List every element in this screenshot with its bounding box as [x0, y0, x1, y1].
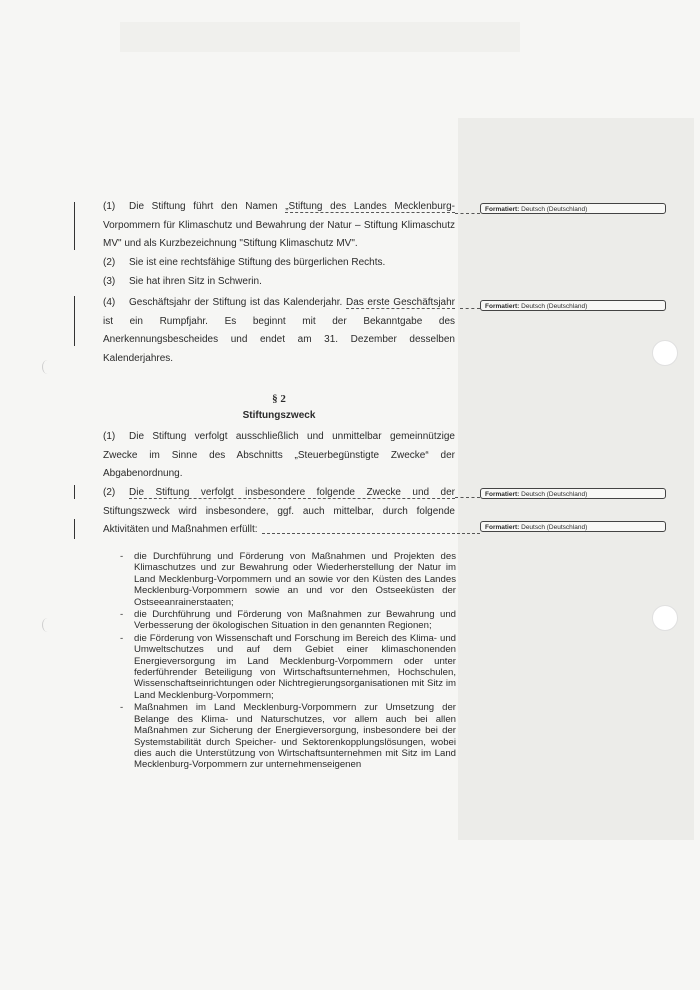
paragraph-1-2	[103, 254, 455, 273]
paragraph-2-2	[103, 484, 455, 540]
change-bar	[74, 296, 75, 346]
paragraph-number: (3)	[103, 276, 116, 287]
comment-balloon[interactable]	[480, 300, 666, 311]
list-item: - die Durchführung und Förderung von Maßnahmen zur Bewahrung und Verbesserung der ökologischen Situation in den genannten Regionen;	[120, 609, 456, 632]
comment-text: Deutsch (Deutschland)	[519, 303, 588, 310]
change-bar	[74, 519, 75, 539]
comment-label: Formatiert:	[485, 303, 520, 310]
text: Die Stiftung führt den Namen	[129, 201, 286, 212]
section-symbol: § 2	[272, 393, 286, 405]
list-item: - die Förderung von Wissenschaft und Forschung im Bereich des Klima- und Umweltschutzes und auf dem Gebiet einer klimaschonenden Energieversorgung im Land Mecklenburg-Vorpommern oder unter federführender Beteiligung von Wirtschaftsunternehmen, Hochschulen, Wissenschaftseinrichtungen oder Nichtregierungsorganisationen mit Sitz im Land Mecklenburg-Vorpommern;	[120, 633, 456, 701]
paragraph-number: (2)	[103, 257, 116, 268]
comment-label: Formatiert:	[485, 524, 520, 531]
comment-text: Deutsch (Deutschland)	[519, 206, 588, 213]
tracked-text: Die Stiftung verfolgt insbesondere folgende Zwecke und der	[129, 487, 455, 498]
section-title: Stiftungszweck	[242, 410, 316, 421]
paragraph-1-1	[103, 198, 455, 254]
comment-leader-line	[262, 533, 480, 534]
comment-balloon[interactable]	[480, 203, 666, 214]
comment-label: Formatiert:	[485, 206, 520, 213]
paragraph-number: (1)	[103, 431, 116, 442]
list-item: - Maßnahmen im Land Mecklenburg-Vorpommern zur Umsetzung der Belange des Klima- und Naturschutzes, vor allem auch bei allen Maßnahmen zur Sicherung der Energieversorgung, insbesondere bei der Systemstabilität durch Speicher- und Sektorenkopplungslösungen, wobei dies auch die Unterstützung von Wirtschaftsunternehmen mit Sitz im Land Mecklenburg-Vorpommern zur unternehmenseigenen	[120, 702, 456, 770]
text: Geschäftsjahr der Stiftung ist das Kalenderjahr.	[129, 297, 346, 308]
change-bar	[74, 485, 75, 499]
scan-shade-top	[120, 22, 520, 52]
paragraph-2-1	[103, 428, 455, 484]
comment-text: Deutsch (Deutschland)	[519, 491, 588, 498]
text: Die Stiftung verfolgt ausschließlich und unmittelbar gemeinnützige Zwecke im Sinne des Abschnitts „Steuerbegünstigte Zwecke“ der Abgabenordnung.	[103, 431, 455, 479]
change-bar	[74, 202, 75, 250]
paragraph-1-3	[103, 273, 455, 292]
comment-balloon[interactable]	[480, 488, 666, 499]
paragraph-1-4	[103, 294, 455, 368]
punch-hole	[652, 605, 678, 631]
comment-leader-line	[455, 497, 480, 498]
comment-leader-line	[455, 213, 480, 214]
paragraph-number: (1)	[103, 201, 116, 212]
comment-leader-line	[460, 308, 480, 309]
paragraph-number: (4)	[103, 297, 116, 308]
text: Vorpommern für Klimaschutz und Bewahrung der Natur – Stiftung Klimaschutz MV" und als Kurzbezeichnung "Stiftung Klimaschutz MV".	[103, 219, 455, 249]
punch-hole	[652, 340, 678, 366]
scan-mark	[42, 360, 53, 374]
text: ist ein Rumpfjahr. Es beginnt mit der Bekanntgabe des Anerkennungsbescheides und endet am 31. Dezember desselben Kalenderjahres.	[103, 315, 455, 364]
tracked-text: Das erste Geschäftsjahr	[346, 297, 455, 308]
purpose-list	[120, 551, 456, 772]
comment-balloon[interactable]	[480, 521, 666, 532]
comment-label: Formatiert:	[485, 491, 520, 498]
text: Stiftungszweck wird insbesondere, ggf. auch mittelbar, durch folgende Aktivitäten und Maßnahmen erfüllt:	[103, 505, 455, 535]
comment-margin-shade	[458, 118, 694, 840]
text: Sie ist eine rechtsfähige Stiftung des bürgerlichen Rechts.	[129, 257, 386, 268]
paragraph-number: (2)	[103, 487, 116, 498]
scan-mark	[42, 618, 53, 632]
comment-text: Deutsch (Deutschland)	[519, 524, 588, 531]
text: Sie hat ihren Sitz in Schwerin.	[129, 276, 262, 287]
tracked-text: „Stiftung des Landes Mecklenburg-	[285, 201, 455, 212]
list-item: - die Durchführung und Förderung von Maßnahmen und Projekten des Klimaschutzes und zur Bewahrung oder Wiederherstellung der Natur im Land Mecklenburg-Vorpommern und an sowie vor den Küsten des Landes Mecklenburg-Vorpommern sowie an und vor den Ostseeküsten der Ostseeanrainerstaaten;	[120, 551, 456, 608]
